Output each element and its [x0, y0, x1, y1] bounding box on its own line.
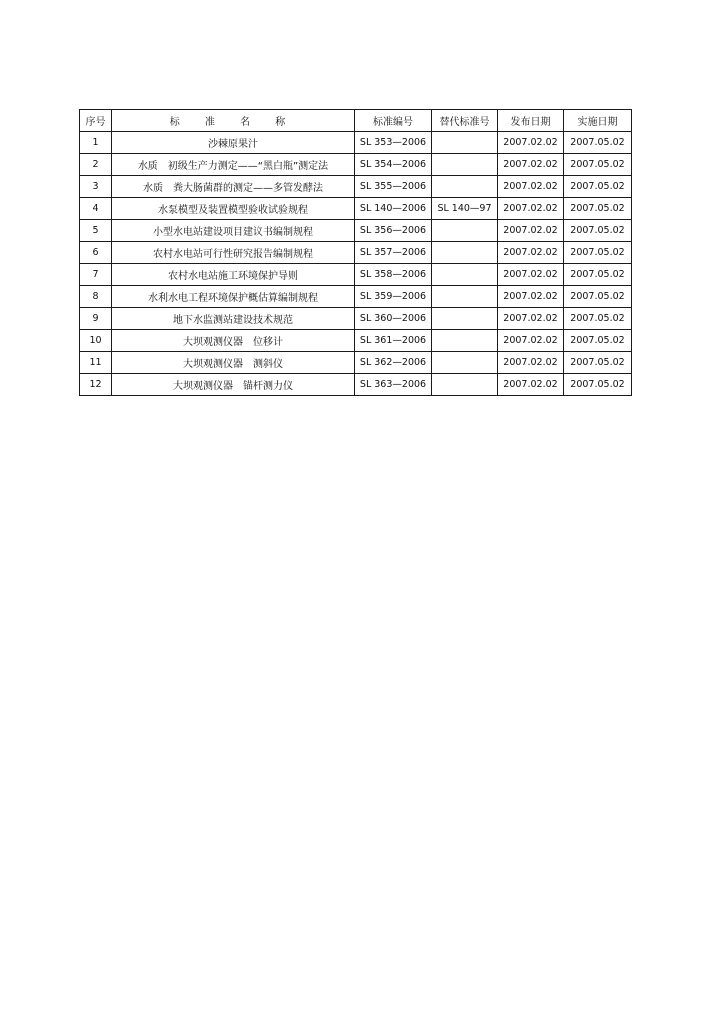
- cell-no: 12: [80, 374, 112, 396]
- cell-replaced: [432, 242, 498, 264]
- header-name: 标 准 名 称: [112, 110, 355, 132]
- table-row: [80, 286, 632, 308]
- cell-implement-date: 2007.05.02: [564, 352, 632, 374]
- table-row: [80, 374, 632, 396]
- cell-implement-date: 2007.05.02: [564, 264, 632, 286]
- cell-publish-date: 2007.02.02: [498, 374, 564, 396]
- cell-name: 大坝观测仪器 位移计: [112, 330, 355, 352]
- cell-code: SL 363—2006: [355, 374, 432, 396]
- cell-name: 小型水电站建设项目建议书编制规程: [112, 220, 355, 242]
- cell-implement-date: 2007.05.02: [564, 242, 632, 264]
- cell-no: 7: [80, 264, 112, 286]
- cell-code: SL 357—2006: [355, 242, 432, 264]
- table-body: [80, 132, 632, 396]
- cell-implement-date: 2007.05.02: [564, 198, 632, 220]
- cell-no: 4: [80, 198, 112, 220]
- cell-name: 水利水电工程环境保护概估算编制规程: [112, 286, 355, 308]
- cell-publish-date: 2007.02.02: [498, 176, 564, 198]
- cell-no: 8: [80, 286, 112, 308]
- cell-name: 沙棘原果汁: [112, 132, 355, 154]
- cell-replaced: [432, 176, 498, 198]
- cell-code: SL 361—2006: [355, 330, 432, 352]
- table-row: [80, 154, 632, 176]
- cell-name: 大坝观测仪器 测斜仪: [112, 352, 355, 374]
- table-row: [80, 352, 632, 374]
- cell-name: 大坝观测仪器 锚杆测力仪: [112, 374, 355, 396]
- cell-no: 2: [80, 154, 112, 176]
- table-row: [80, 242, 632, 264]
- cell-replaced: [432, 286, 498, 308]
- header-code: 标准编号: [355, 110, 432, 132]
- cell-replaced: [432, 352, 498, 374]
- cell-implement-date: 2007.05.02: [564, 374, 632, 396]
- cell-publish-date: 2007.02.02: [498, 154, 564, 176]
- cell-code: SL 356—2006: [355, 220, 432, 242]
- cell-code: SL 353—2006: [355, 132, 432, 154]
- header-publish-date: 发布日期: [498, 110, 564, 132]
- cell-no: 3: [80, 176, 112, 198]
- cell-implement-date: 2007.05.02: [564, 286, 632, 308]
- cell-publish-date: 2007.02.02: [498, 308, 564, 330]
- table-row: [80, 308, 632, 330]
- cell-publish-date: 2007.02.02: [498, 198, 564, 220]
- cell-replaced: [432, 264, 498, 286]
- cell-replaced: [432, 154, 498, 176]
- cell-replaced: [432, 308, 498, 330]
- cell-name: 水质 初级生产力测定——“黑白瓶”测定法: [112, 154, 355, 176]
- cell-publish-date: 2007.02.02: [498, 264, 564, 286]
- table-row: [80, 220, 632, 242]
- cell-no: 6: [80, 242, 112, 264]
- cell-implement-date: 2007.05.02: [564, 154, 632, 176]
- cell-replaced: [432, 132, 498, 154]
- cell-code: SL 140—2006: [355, 198, 432, 220]
- cell-publish-date: 2007.02.02: [498, 286, 564, 308]
- cell-name: 地下水监测站建设技术规范: [112, 308, 355, 330]
- cell-publish-date: 2007.02.02: [498, 132, 564, 154]
- cell-publish-date: 2007.02.02: [498, 220, 564, 242]
- cell-code: SL 359—2006: [355, 286, 432, 308]
- cell-no: 1: [80, 132, 112, 154]
- header-no: 序号: [80, 110, 112, 132]
- cell-name: 农村水电站施工环境保护导则: [112, 264, 355, 286]
- cell-code: SL 355—2006: [355, 176, 432, 198]
- cell-code: SL 354—2006: [355, 154, 432, 176]
- cell-replaced: [432, 374, 498, 396]
- cell-implement-date: 2007.05.02: [564, 132, 632, 154]
- cell-code: SL 358—2006: [355, 264, 432, 286]
- cell-implement-date: 2007.05.02: [564, 220, 632, 242]
- cell-no: 9: [80, 308, 112, 330]
- cell-publish-date: 2007.02.02: [498, 330, 564, 352]
- standards-table: [79, 109, 632, 396]
- cell-implement-date: 2007.05.02: [564, 330, 632, 352]
- cell-publish-date: 2007.02.02: [498, 242, 564, 264]
- header-replaced: 替代标准号: [432, 110, 498, 132]
- cell-no: 10: [80, 330, 112, 352]
- table-row: [80, 132, 632, 154]
- cell-name: 农村水电站可行性研究报告编制规程: [112, 242, 355, 264]
- table-row: [80, 176, 632, 198]
- table-row: [80, 264, 632, 286]
- cell-replaced: SL 140—97: [432, 198, 498, 220]
- cell-no: 11: [80, 352, 112, 374]
- cell-implement-date: 2007.05.02: [564, 308, 632, 330]
- cell-code: SL 362—2006: [355, 352, 432, 374]
- cell-name: 水泵模型及装置模型验收试验规程: [112, 198, 355, 220]
- table-row: [80, 198, 632, 220]
- table-header-row: [80, 110, 632, 132]
- cell-implement-date: 2007.05.02: [564, 176, 632, 198]
- cell-replaced: [432, 330, 498, 352]
- cell-code: SL 360—2006: [355, 308, 432, 330]
- cell-no: 5: [80, 220, 112, 242]
- table-row: [80, 330, 632, 352]
- cell-replaced: [432, 220, 498, 242]
- header-implement-date: 实施日期: [564, 110, 632, 132]
- cell-publish-date: 2007.02.02: [498, 352, 564, 374]
- cell-name: 水质 粪大肠菌群的测定——多管发酵法: [112, 176, 355, 198]
